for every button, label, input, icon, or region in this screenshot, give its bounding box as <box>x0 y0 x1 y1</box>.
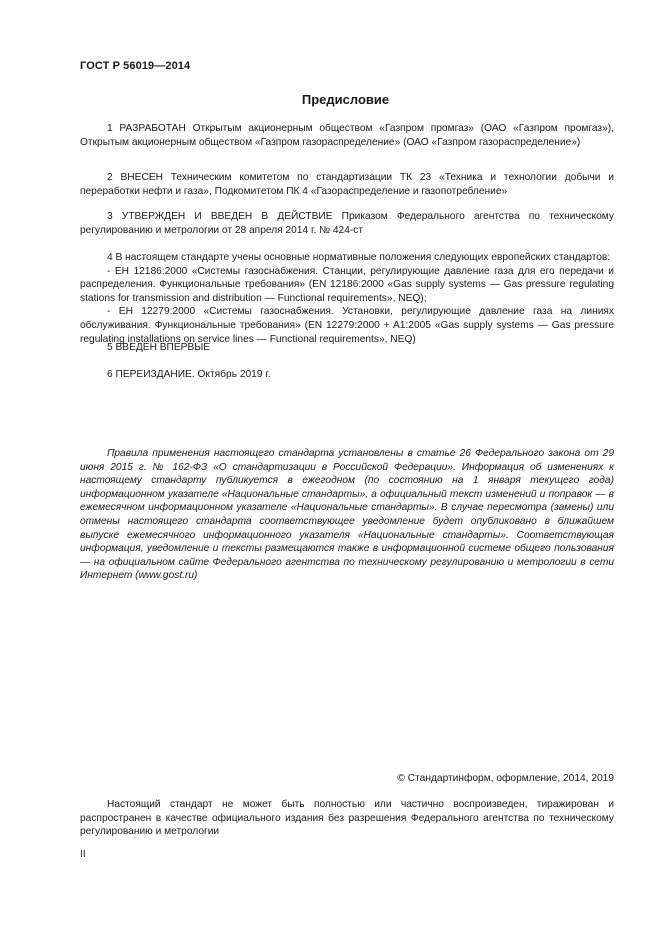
item-1 <box>80 122 614 149</box>
item-5-text: 5 ВВЕДЕН ВПЕРВЫЕ <box>107 342 211 353</box>
item-1-text: 1 РАЗРАБОТАН Открытым акционерным обществом «Газпром промгаз» (ОАО «Газпром промгаз»), Открытым акционерным обществом «Газпром газораспределение» (ОАО «Газпром газораспределение») <box>80 123 614 148</box>
rules-notice-text: Правила применения настоящего стандарта установлены в статье 26 Федерального закона от 29 июня 2015 г. № 162-ФЗ «О стандартизации в Российской Федерации». Информация об изменениях к настоящему стандарту публикуется в ежегодном (по состоянию на 1 января текущего года) информационном указателе «Национальные стандарты», а официальный текст изменений и поправок — в ежемесячном информационном указателе «Национальные стандарты». В случае пересмотра (замены) или отмены настоящего стандарта соответствующее уведомление будет опубликовано в ближайшем выпуске ежемесячного информационного указателя «Национальные стандарты». Соответствующая информация, уведомление и тексты размещаются также в информационной системе общего пользования — на официальном сайте Федерального агентства по техническому регулированию и метрологии в сети Интернет (www.gost.ru) <box>80 448 614 582</box>
rules-notice <box>80 447 614 583</box>
item-2 <box>80 171 614 198</box>
item-4-standard-a: - ЕН 12186:2000 «Системы газоснабжения. Станции, регулирующие давление газа для его передачи и распределения. Функциональные требования» (EN 12186:2000 «Gas supply systems — Gas pressure regulating stations for transmission and distribution — Functional requirements», NEQ); <box>80 265 614 304</box>
item-6-text: 6 ПЕРЕИЗДАНИЕ. Октябрь 2019 г. <box>107 369 271 380</box>
item-4-intro: 4 В настоящем стандарте учены основные нормативные положения следующих европейских стандартов: <box>107 252 611 263</box>
reproduction-notice-text: Настоящий стандарт не может быть полностью или частично воспроизведен, тиражирован и распространен в качестве официального издания без разрешения Федерального агентства по техническому регулированию и метрологии <box>80 799 614 838</box>
item-5 <box>80 341 614 355</box>
item-3-text: 3 УТВЕРЖДЕН И ВВЕДЕН В ДЕЙСТВИЕ Приказом Федерального агентства по техническому регулированию и метрологии от 28 апреля 2014 г. № 424-ст <box>80 211 614 236</box>
page-title: Предисловие <box>301 92 390 107</box>
item-6 <box>80 368 614 382</box>
item-4 <box>80 251 614 346</box>
item-2-text: 2 ВНЕСЕН Техническим комитетом по стандартизации ТК 23 «Техника и технологии добычи и переработки нефти и газа», Подкомитетом ПК 4 «Газораспределение и газопотребление» <box>80 172 614 197</box>
item-4-standard-b: - ЕН 12279:2000 «Системы газоснабжения. Установки, регулирующие давление газа на линиях обслуживания. Функциональные требования» (EN 12279:2000 + A1:2005 «Gas supply systems — Gas pressure regulating installations on service lines — Functional requirements», NEQ) <box>80 306 614 345</box>
item-3 <box>80 210 614 237</box>
page-number: II <box>80 849 86 860</box>
standard-designation: ГОСТ Р 56019—2014 <box>80 60 191 72</box>
copyright-line: © Стандартинформ, оформление, 2014, 2019 <box>397 773 614 784</box>
reproduction-notice <box>80 798 614 839</box>
